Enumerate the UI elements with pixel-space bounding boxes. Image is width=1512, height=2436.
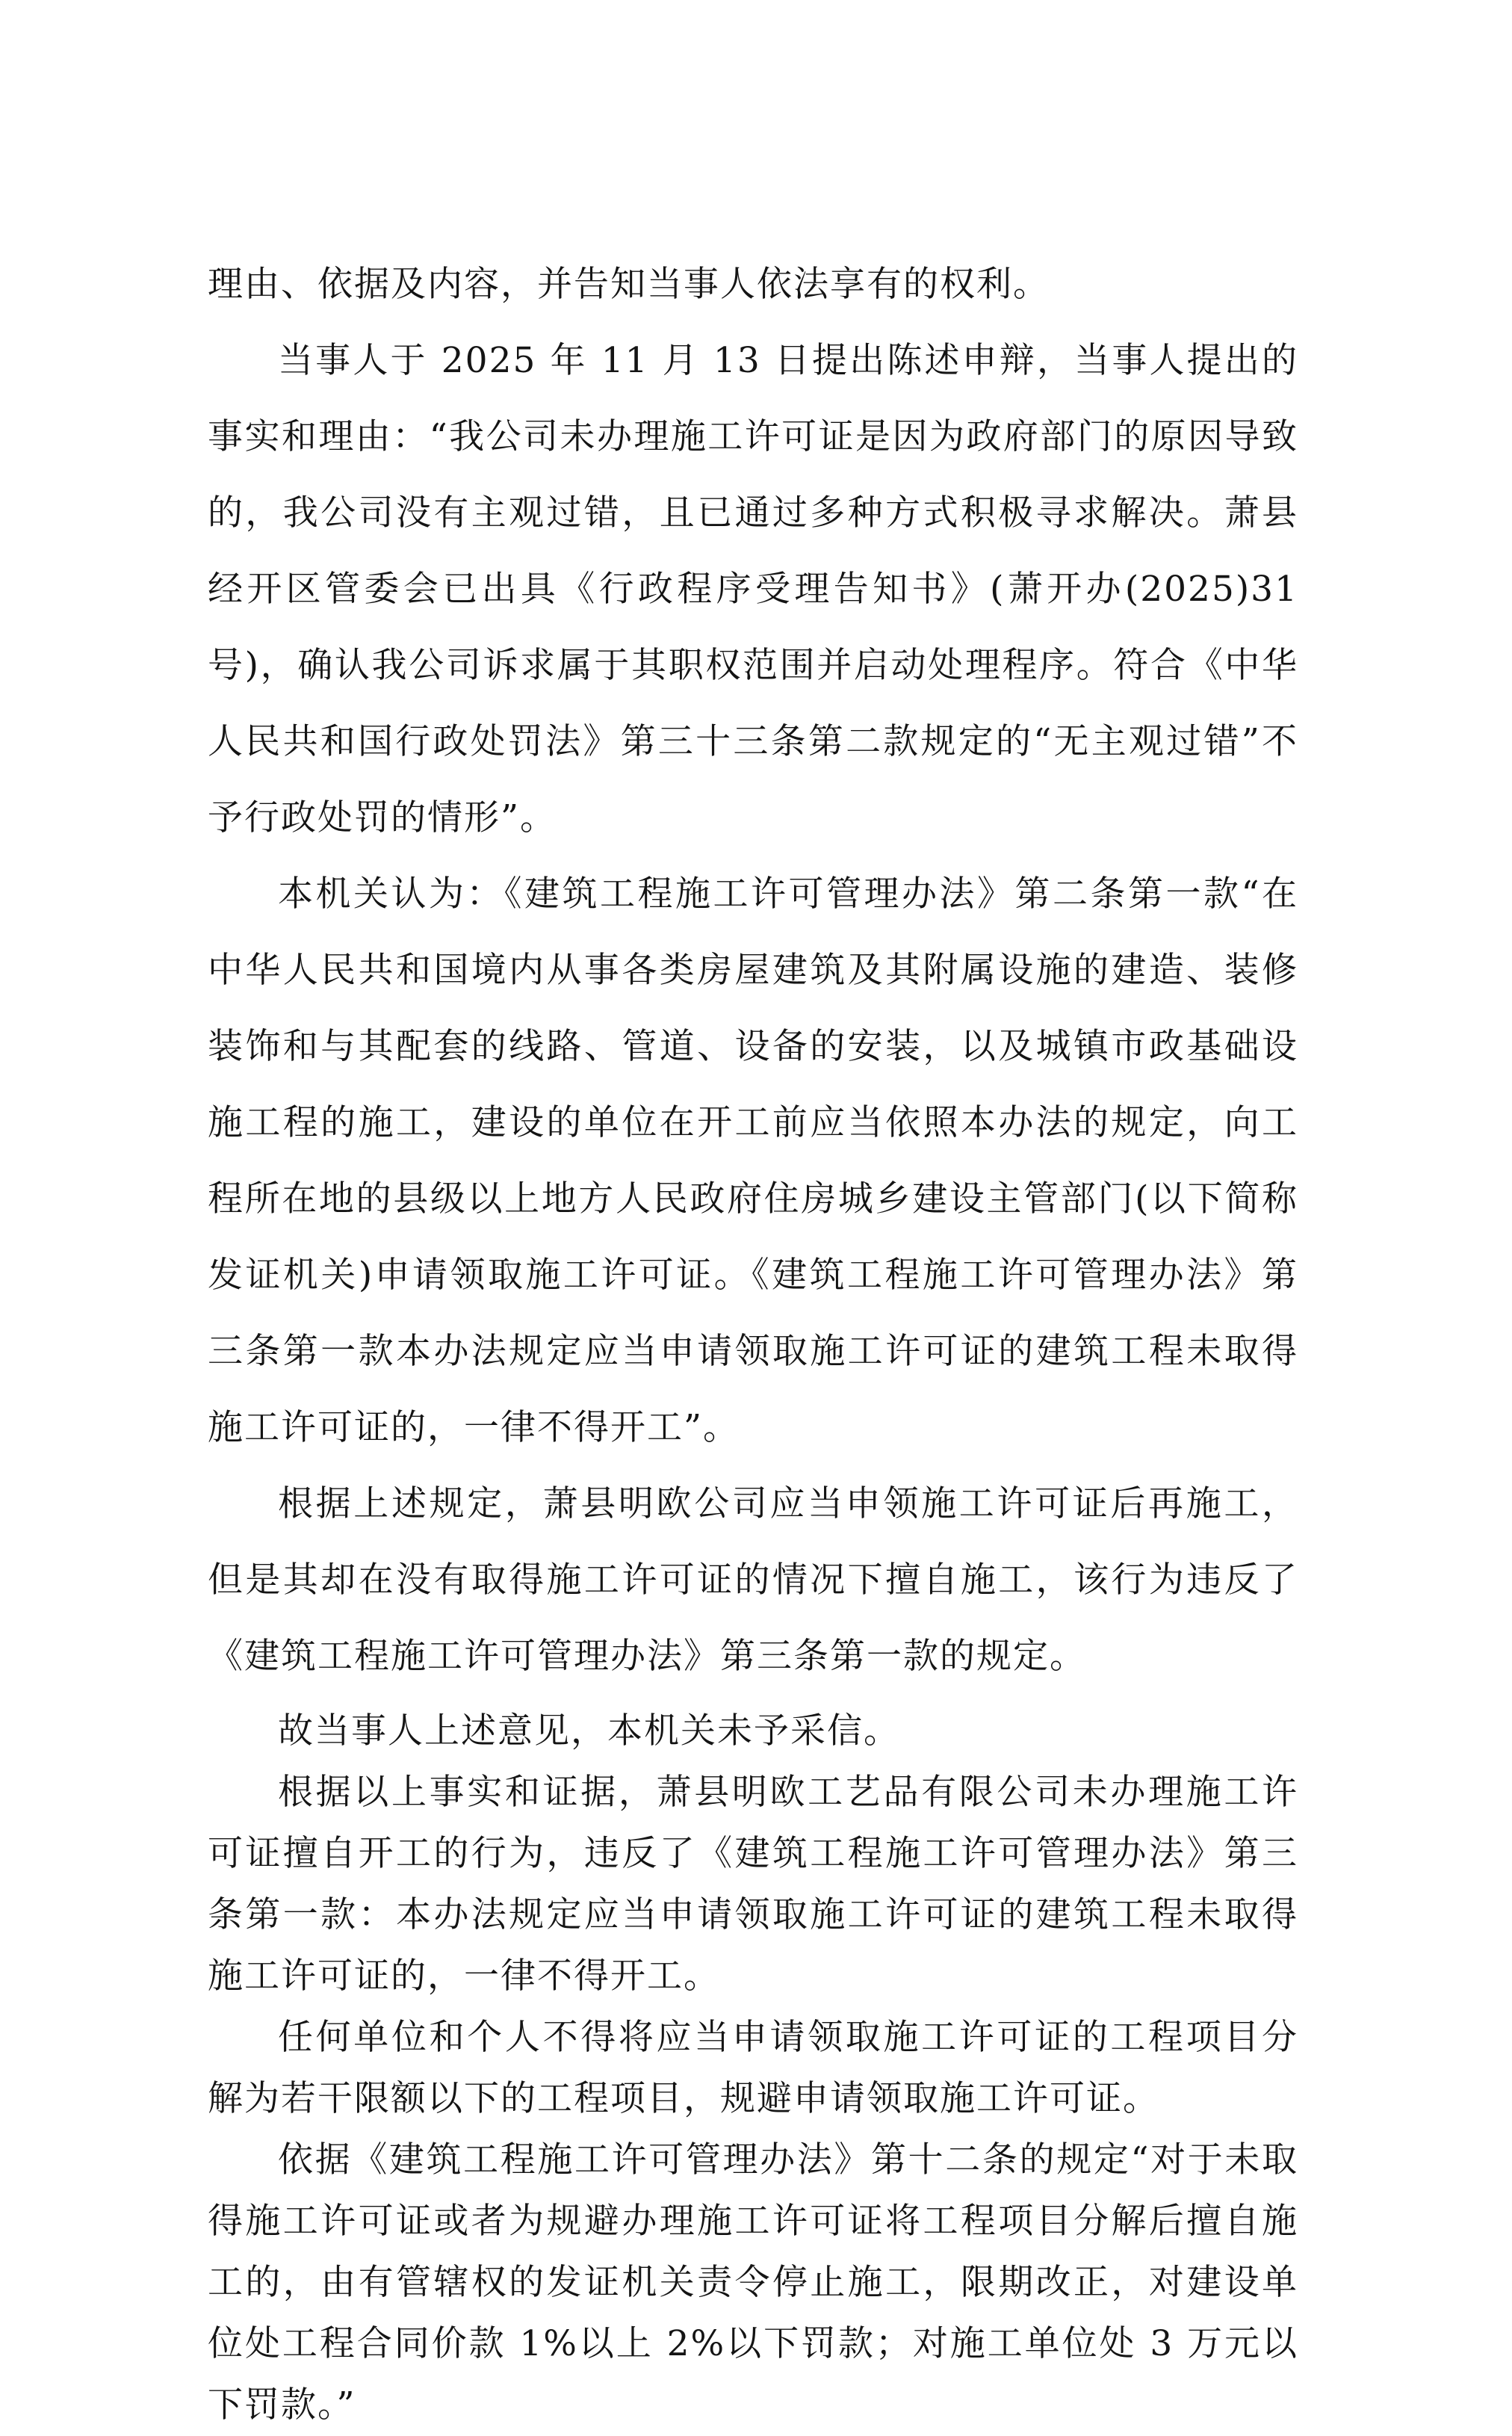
paragraph-1: 理由、依据及内容，并告知当事人依法享有的权利。 [208,264,1050,305]
paragraph-4: 根据上述规定，萧县明欧公司应当申领施工许可证后再施工，但是其却在没有取得施工许可证的情况下擅自施工，该行为违反了《建筑工程施工许可管理办法》第三条第一款的规定。 [208,1483,1298,1677]
document-body [208,247,1298,2436]
paragraph-2: 当事人于 2025 年 11 月 13 日提出陈述申辩，当事人提出的事实和理由：“我公司未办理施工许可证是因为政府部门的原因导致的，我公司没有主观过错，且已通过多种方式积极寻求解决。萧县经开区管委会已出具《行政程序受理告知书》(萧开办(2025)31 号)，确认我公司诉求属于其职权范围并启动处理程序。符合《中华人民共和国行政处罚法》第三十三条第二款规定的“无主观过错”不予行政处罚的情形”。 [208,340,1298,838]
paragraph-5: 故当事人上述意见，本机关未予采信。 [278,1710,900,1752]
paragraph-7: 任何单位和个人不得将应当申请领取施工许可证的工程项目分解为若干限额以下的工程项目，规避申请领取施工许可证。 [208,2017,1298,2119]
paragraph-8: 依据《建筑工程施工许可管理办法》第十二条的规定“对于未取得施工许可证或者为规避办理施工许可证将工程项目分解后擅自施工的，由有管辖权的发证机关责令停止施工，限期改正，对建设单位处工程合同价款 1%以上 2%以下罚款；对施工单位处 3 万元以下罚款。” [208,2139,1298,2426]
paragraph-3: 本机关认为：《建筑工程施工许可管理办法》第二条第一款“在中华人民共和国境内从事各类房屋建筑及其附属设施的建造、装修装饰和与其配套的线路、管道、设备的安装，以及城镇市政基础设施工程的施工，建设的单位在开工前应当依照本办法的规定，向工程所在地的县级以上地方人民政府住房城乡建设主管部门(以下简称发证机关)申请领取施工许可证。《建筑工程施工许可管理办法》第三条第一款本办法规定应当申请领取施工许可证的建筑工程未取得施工许可证的，一律不得开工”。 [208,874,1298,1448]
paragraph-6: 根据以上事实和证据，萧县明欧工艺品有限公司未办理施工许可证擅自开工的行为，违反了《建筑工程施工许可管理办法》第三条第一款：本办法规定应当申请领取施工许可证的建筑工程未取得施工许可证的，一律不得开工。 [208,1772,1298,1997]
